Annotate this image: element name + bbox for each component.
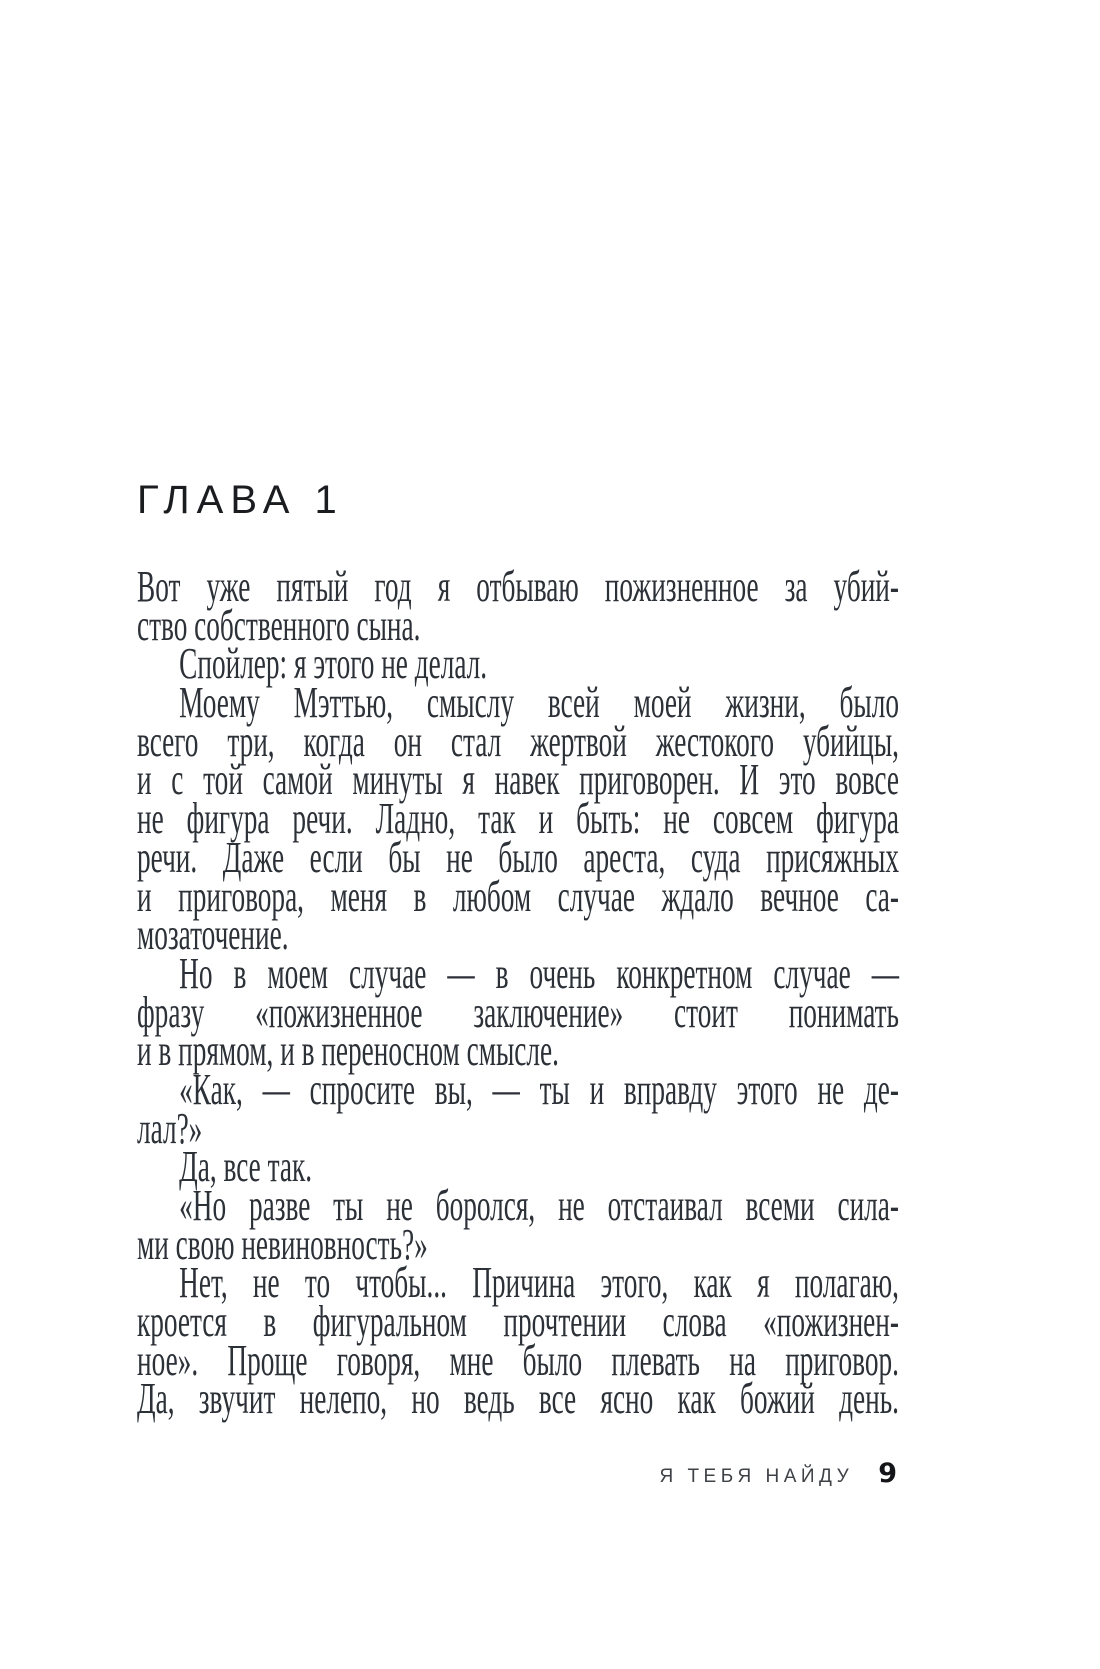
text-line: мозаточение. [137, 910, 289, 960]
text-line: Да, звучит нелепо, но ведь все ясно как божий день. [137, 1374, 899, 1424]
text-line: всего три, когда он стал жертвой жестокого убийцы, [137, 716, 899, 766]
text-line: Моему Мэттью, смыслу всей моей жизни, было [179, 678, 899, 728]
text-line: кроется в фигуральном прочтении слова «пожизнен- [137, 1297, 899, 1347]
page-footer [659, 1458, 897, 1489]
running-title: Я ТЕБЯ НАЙДУ [659, 1466, 854, 1487]
text-line: и с той самой минуты я навек приговорен. И это вовсе [137, 755, 899, 805]
text-line: ство собственного сына. [137, 600, 421, 650]
text-line: речи. Даже если бы не было ареста, суда присяжных [137, 832, 899, 882]
chapter-heading: ГЛАВА 1 [137, 478, 344, 522]
text-line: Нет, не то чтобы... Причина этого, как я полагаю, [179, 1258, 899, 1308]
text-line: ное». Проще говоря, мне было плевать на приговор. [137, 1335, 899, 1385]
text-line: «Но разве ты не боролся, не отстаивал всеми сила- [179, 1181, 899, 1230]
text-line: ми свою невиновность?» [137, 1219, 428, 1269]
text-line: Но в моем случае — в очень конкретном случае — [179, 948, 899, 998]
text-line: Да, все так. [179, 1142, 313, 1192]
body-text [137, 562, 899, 1424]
text-line: Спойлер: я этого не делал. [179, 639, 488, 689]
page-number: 9 [878, 1458, 897, 1489]
text-line: Вот уже пятый год я отбываю пожизненное за убий- [137, 562, 899, 611]
text-line: и приговора, меня в любом случае ждало вечное са- [137, 871, 899, 921]
text-line: фразу «пожизненное заключение» стоит понимать [137, 987, 899, 1037]
text-line: лал?» [137, 1103, 203, 1153]
text-line: и в прямом, и в переносном смысле. [137, 1026, 559, 1076]
text-line: «Как, — спросите вы, — ты и вправду этого не де- [179, 1064, 899, 1114]
text-line: не фигура речи. Ладно, так и быть: не совсем фигура [137, 794, 899, 844]
